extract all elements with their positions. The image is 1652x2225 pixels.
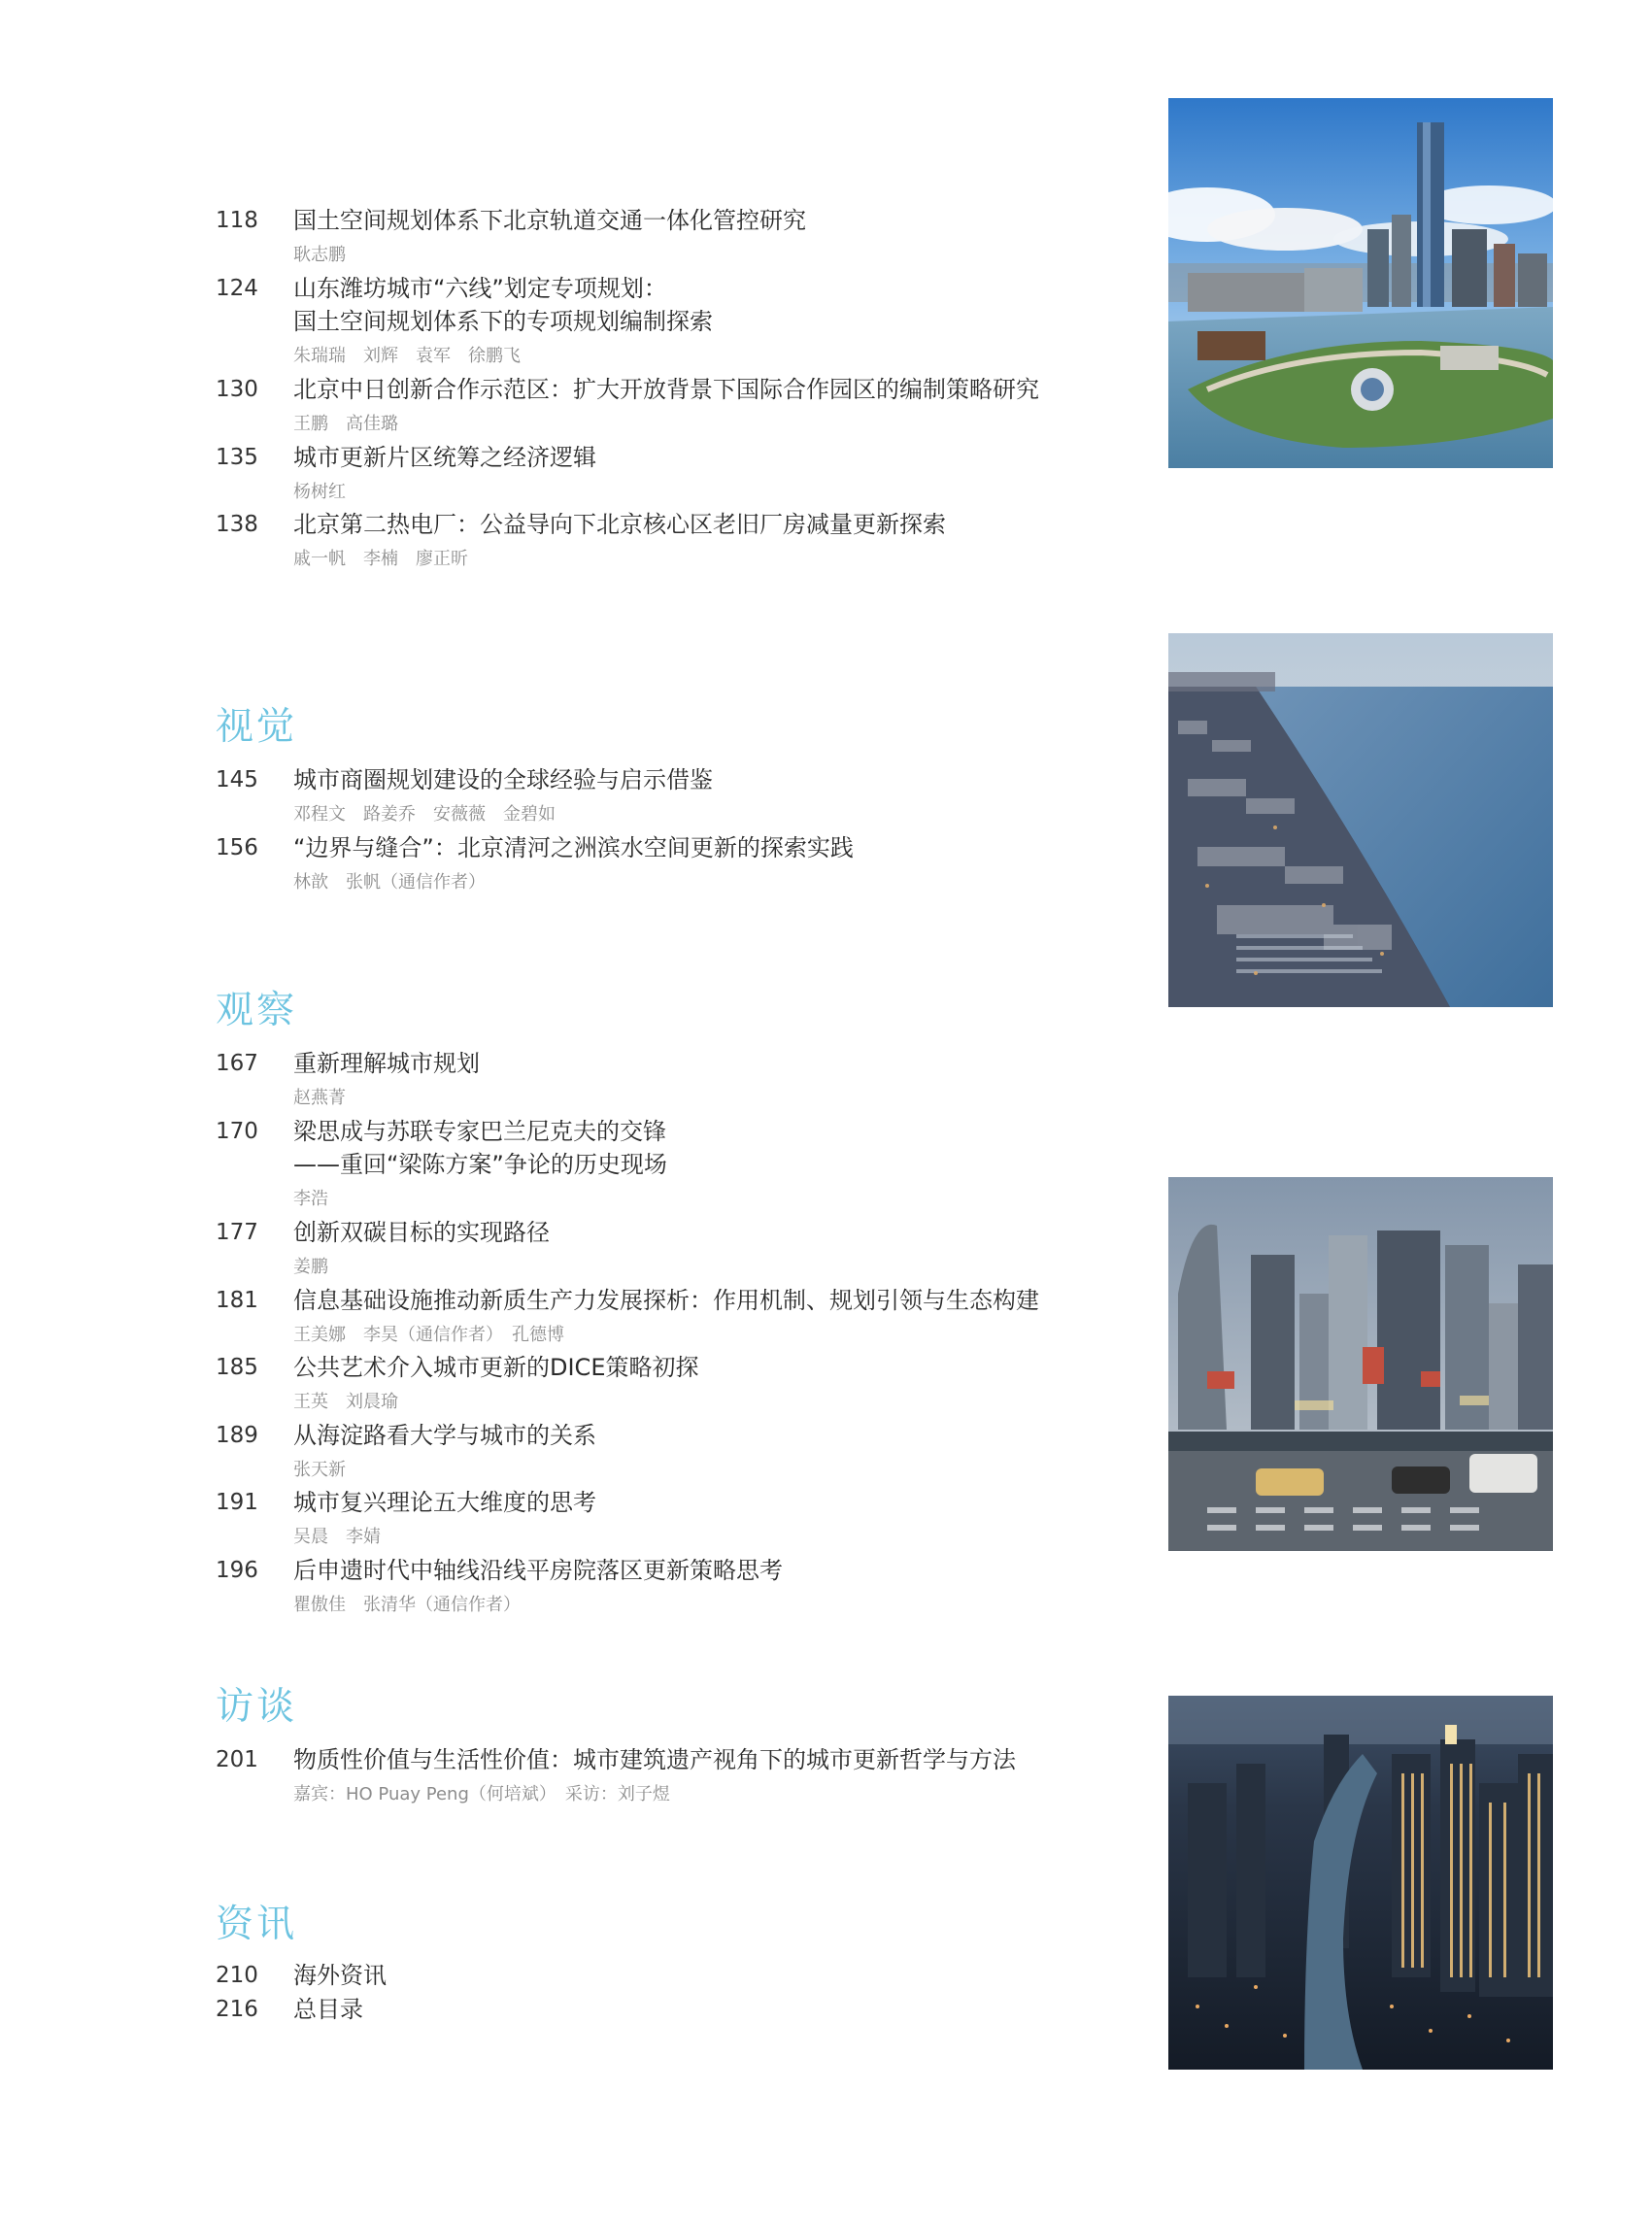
entry-title[interactable]: 从海淀路看大学与城市的关系 <box>293 1422 596 1449</box>
entry-authors: 吴晨 李婧 <box>293 1527 381 1547</box>
entry-title-line2[interactable]: ——重回“梁陈方案”争论的历史现场 <box>293 1151 667 1178</box>
waterfront-aerial-photo <box>1168 633 1553 1007</box>
entry-authors: 朱瑞瑞 刘辉 袁军 徐鹏飞 <box>293 346 521 366</box>
section-heading-interview: 访谈 <box>216 1685 298 1729</box>
entry-authors: 王鹏 高佳璐 <box>293 414 398 434</box>
city-street-photo <box>1168 1177 1553 1551</box>
entry-title[interactable]: 城市更新片区统筹之经济逻辑 <box>293 444 596 471</box>
page-number: 156 <box>216 835 258 860</box>
entry-authors: 姜鹏 <box>293 1257 328 1277</box>
page-number: 189 <box>216 1423 258 1448</box>
entry-title[interactable]: 创新双碳目标的实现路径 <box>293 1219 550 1246</box>
page-number: 191 <box>216 1490 258 1515</box>
entry-title[interactable]: 重新理解城市规划 <box>293 1050 480 1077</box>
page-number: 138 <box>216 512 258 537</box>
entry-title[interactable]: 北京第二热电厂：公益导向下北京核心区老旧厂房减量更新探索 <box>293 511 946 538</box>
section-heading-news: 资讯 <box>216 1903 298 1946</box>
entry-title[interactable]: “边界与缝合”：北京清河之洲滨水空间更新的探索实践 <box>293 834 854 861</box>
entry-authors: 林歆 张帆（通信作者） <box>293 872 486 893</box>
entry-title-line2[interactable]: 国土空间规划体系下的专项规划编制探索 <box>293 308 713 335</box>
section-heading-observation: 观察 <box>216 989 298 1032</box>
page-number: 177 <box>216 1220 258 1245</box>
page-number: 145 <box>216 767 258 792</box>
entry-title[interactable]: 梁思成与苏联专家巴兰尼克夫的交锋 <box>293 1118 666 1145</box>
entry-title[interactable]: 后申遗时代中轴线沿线平房院落区更新策略思考 <box>293 1557 783 1584</box>
entry-authors: 赵燕菁 <box>293 1088 346 1108</box>
page-number: 196 <box>216 1558 258 1583</box>
entry-title[interactable]: 物质性价值与生活性价值：城市建筑遗产视角下的城市更新哲学与方法 <box>293 1746 1016 1773</box>
harbor-skyline-photo <box>1168 98 1553 468</box>
entry-authors: 张天新 <box>293 1460 346 1480</box>
entry-authors: 嘉宾：HO Puay Peng（何培斌） 采访：刘子煜 <box>293 1784 670 1804</box>
entry-authors: 瞿傲佳 张清华（通信作者） <box>293 1595 521 1615</box>
page-number: 135 <box>216 445 258 470</box>
page-number: 210 <box>216 1963 258 1988</box>
page-number: 167 <box>216 1051 258 1076</box>
entry-title[interactable]: 北京中日创新合作示范区：扩大开放背景下国际合作园区的编制策略研究 <box>293 376 1039 403</box>
entry-title[interactable]: 城市商圈规划建设的全球经验与启示借鉴 <box>293 766 713 793</box>
entry-title[interactable]: 公共艺术介入城市更新的DICE策略初探 <box>293 1354 699 1381</box>
entry-authors: 李浩 <box>293 1189 328 1209</box>
entry-authors: 邓程文 路姜乔 安薇薇 金碧如 <box>293 804 556 825</box>
entry-authors: 王英 刘晨瑜 <box>293 1392 398 1412</box>
entry-authors: 杨树红 <box>293 482 346 502</box>
page-number: 216 <box>216 1997 258 2022</box>
page-number: 118 <box>216 208 258 233</box>
entry-title[interactable]: 城市复兴理论五大维度的思考 <box>293 1489 596 1516</box>
entry-title[interactable]: 信息基础设施推动新质生产力发展探析：作用机制、规划引领与生态构建 <box>293 1287 1039 1314</box>
page-number: 181 <box>216 1288 258 1313</box>
page-number: 170 <box>216 1119 258 1144</box>
night-riverfront-photo <box>1168 1696 1553 2070</box>
page-number: 130 <box>216 377 258 402</box>
page-number: 201 <box>216 1747 258 1772</box>
entry-title[interactable]: 国土空间规划体系下北京轨道交通一体化管控研究 <box>293 207 806 234</box>
entry-authors: 王美娜 李昊（通信作者） 孔德博 <box>293 1325 564 1345</box>
page-number: 124 <box>216 276 258 301</box>
page-number: 185 <box>216 1355 258 1380</box>
entry-authors: 耿志鹏 <box>293 245 346 265</box>
entry-title[interactable]: 总目录 <box>293 1996 363 2023</box>
entry-title[interactable]: 山东潍坊城市“六线”划定专项规划： <box>293 275 667 302</box>
section-heading-vision: 视觉 <box>216 705 298 749</box>
entry-authors: 戚一帆 李楠 廖正昕 <box>293 549 468 569</box>
entry-title[interactable]: 海外资讯 <box>293 1962 387 1989</box>
